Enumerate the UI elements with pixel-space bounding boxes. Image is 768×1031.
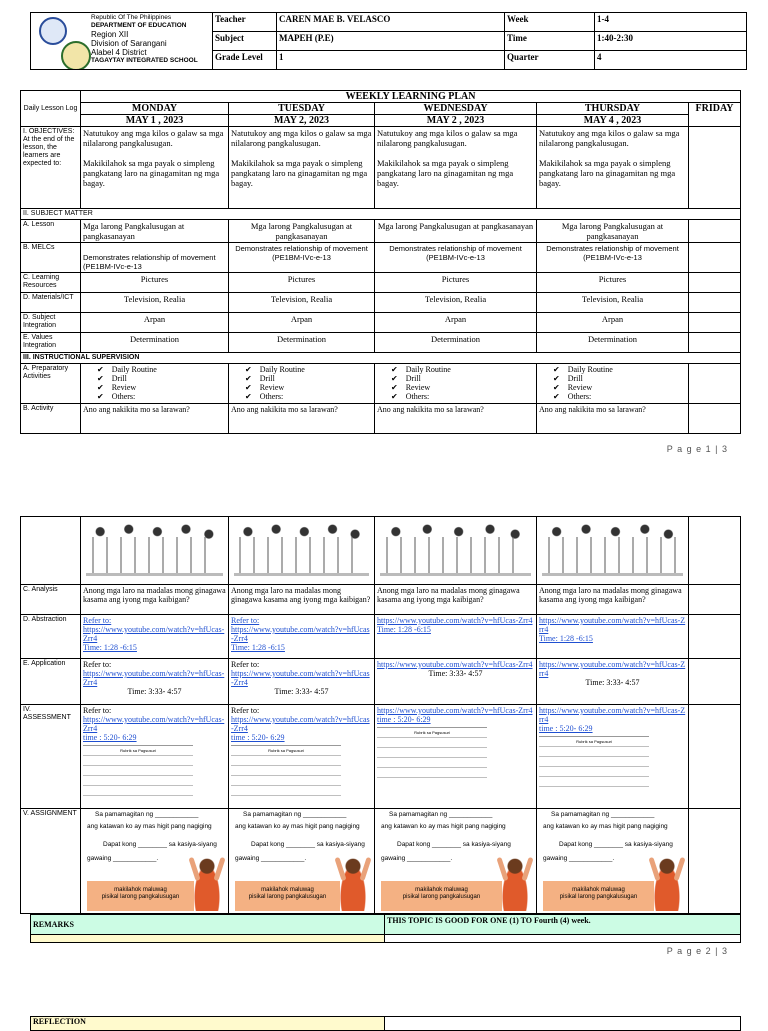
melcs-cell: Demonstrates relationship of movement (PE1BM-IVc-e-13 [229,243,375,273]
worksheet-line: ang katawan ko ay mas higit pang nagiging [381,823,506,830]
values-cell: Determination [81,333,229,353]
check-item: ✔ Others: [553,392,686,401]
week-label: Week [505,13,595,32]
worksheet-line: gawaing ____________. [543,855,615,862]
analysis-cell: Anong mga laro na madalas mong ginagawa kasama ang iyong mga kaibigan? [81,585,229,615]
values-cell: Determination [229,333,375,353]
worksheet-line: Sa pamamagitan ng ____________ [389,811,493,818]
school-line: DEPARTMENT OF EDUCATION [91,22,187,29]
rubric-title: Rubrik sa Pagsusuri [576,739,612,744]
assignment-worksheet [375,809,537,914]
grade-label: Grade Level [213,51,277,70]
objectives-label: I. OBJECTIVES: At the end of the lesson, the learners are expected to: [21,127,81,209]
integration-cell: Arpan [81,313,229,333]
child-cheering-icon [650,855,684,911]
youtube-link[interactable]: https://www.youtube.com/watch?v=hfUcas-Zrr4 [231,669,370,687]
activity-cell: Ano ang nakikita mo sa larawan? [229,404,375,434]
abstraction-cell[interactable] [81,615,229,659]
integration-cell: Arpan [537,313,689,333]
check-item: ✔ Review [553,383,686,392]
worksheet-line: ang katawan ko ay mas higit pang nagiging [235,823,360,830]
analysis-cell: Anong mga laro na madalas mong ginagawa kasama ang iyong mga kaibigan? [537,585,689,615]
time-label: Time [505,32,595,51]
daily-lesson-log-label: Daily Lesson Log [21,91,81,127]
youtube-link[interactable]: https://www.youtube.com/watch?v=hfUcas-Zrr4 [539,706,686,724]
melcs-cell: Demonstrates relationship of movement (PE1BM-IVc-e-13 [537,243,689,273]
time-text: time : 5:20- 6:29 [539,724,593,733]
worksheet-line: ang katawan ko ay mas higit pang nagiging [87,823,212,830]
application-cell [229,659,375,705]
prep-cell [537,364,689,404]
check-item: ✔ Others: [245,392,372,401]
check-item: ✔ Drill [97,374,226,383]
supervision-label: III. INSTRUCTIONAL SUPERVISION [21,353,741,364]
check-item: ✔ Drill [391,374,534,383]
worksheet-words: makilahok maluwag [114,887,167,893]
rubric-title: Rubrik sa Pagsusuri [414,730,450,735]
day-date: MAY 2 , 2023 [375,115,537,127]
refer-text: Refer to: [231,706,260,715]
assessment-cell [537,705,689,809]
school-line: Division of Sarangani [91,39,167,48]
application-cell [81,659,229,705]
analysis-cell: Anong mga laro na madalas mong ginagawa kasama ang iyong mga kaibigan? [229,585,375,615]
integration-cell: Arpan [375,313,537,333]
prep-cell [81,364,229,404]
prep-cell [229,364,375,404]
weekly-plan-table-continued [20,516,741,914]
page-number: P a g e 2 | 3 [666,946,728,956]
worksheet-line: Sa pamamagitan ng ____________ [551,811,655,818]
worksheet-line: Sa pamamagitan ng ____________ [95,811,199,818]
rubric-title: Rubrik sa Pagsusuri [120,748,156,753]
worksheet-line: gawaing ____________. [235,855,307,862]
worksheet-line: ang katawan ko ay mas higit pang nagiging [543,823,668,830]
day-name: THURSDAY [537,103,689,115]
time-text: time : 5:20- 6:29 [231,733,285,742]
rubric-image [83,745,193,804]
worksheet-line: Dapat kong ________ sa kasiya-siyang [251,841,365,848]
worksheet-words: pisikal larong pangkalusugan [101,894,180,900]
refer-text: Refer to: [231,660,260,669]
integration-label: D. Subject Integration [21,313,81,333]
abstraction-label: D. Abstraction [21,615,81,659]
assessment-cell [229,705,375,809]
refer-link[interactable]: Refer to: [231,616,260,625]
youtube-link[interactable]: https://www.youtube.com/watch?v=hfUcas-Zrr4 [83,669,225,687]
materials-cell: Television, Realia [537,293,689,313]
school-block [31,13,213,70]
application-cell [537,659,689,705]
materials-cell: Television, Realia [229,293,375,313]
worksheet-words: makilahok maluwag [572,887,625,893]
activity-cell: Ano ang nakikita mo sa larawan? [375,404,537,434]
child-cheering-icon [498,855,532,911]
week-value: 1-4 [595,13,747,32]
plan-title: WEEKLY LEARNING PLAN [81,91,741,103]
school-line: Region XII [91,30,129,39]
assessment-cell [375,705,537,809]
worksheet-line: gawaing ____________. [381,855,453,862]
check-item: ✔ Drill [553,374,686,383]
lesson-label: A. Lesson [21,220,81,243]
assignment-worksheet [229,809,375,914]
check-item: ✔ Daily Routine [553,365,686,374]
activity-picture [81,517,229,585]
school-line: Republic Of The Philippines [91,14,172,21]
rubric-image [539,736,649,795]
worksheet-line: gawaing ____________. [87,855,159,862]
time-text: Time: 1:28 -6:15 [83,643,137,652]
weekly-plan-table [20,90,741,434]
activity-cell: Ano ang nakikita mo sa larawan? [537,404,689,434]
worksheet-line: Dapat kong ________ sa kasiya-siyang [559,841,673,848]
check-item: ✔ Daily Routine [97,365,226,374]
values-cell: Determination [537,333,689,353]
check-item: ✔ Review [97,383,226,392]
youtube-link[interactable]: https://www.youtube.com/watch?v=hfUcas-Zrr4 [539,616,686,634]
assessment-label: IV. ASSESSMENT [21,705,81,809]
remarks-label: REMARKS [31,915,385,935]
lesson-cell: Mga larong Pangkalusugan at pangkasanayan [81,220,229,243]
day-date: MAY 1 , 2023 [81,115,229,127]
check-item: ✔ Others: [97,392,226,401]
melcs-label: B. MELCs [21,243,81,273]
materials-cell: Television, Realia [81,293,229,313]
day-date: MAY 2, 2023 [229,115,375,127]
time-text: Time: 3:33- 4:57 [274,687,329,696]
rubric-title: Rubrik sa Pagsusuri [268,748,304,753]
activity-picture [537,517,689,585]
worksheet-words: makilahok maluwag [261,887,314,893]
resources-label: C. Learning Resources [21,273,81,293]
resources-cell: Pictures [229,273,375,293]
application-cell [375,659,537,705]
youtube-link[interactable]: https://www.youtube.com/watch?v=hfUcas-Zrr4 [377,616,533,625]
remarks-value: THIS TOPIC IS GOOD FOR ONE (1) TO Fourth (4) week. [385,915,741,935]
school-logo-icon [61,41,91,70]
worksheet-words: makilahok maluwag [415,887,468,893]
subject-label: Subject [213,32,277,51]
check-item: ✔ Daily Routine [391,365,534,374]
subject-matter-label: II. SUBJECT MATTER [21,209,741,220]
deped-seal-icon [39,17,67,45]
check-item: ✔ Drill [245,374,372,383]
objective-cell: Natutukoy ang mga kilos o galaw sa mga nilalarong pangkalusugan. Makikilahok sa mga payak o simpleng pangkatang laro na ginagamitan ng mga bagay. [537,127,689,209]
youtube-link[interactable]: https://www.youtube.com/watch?v=hfUcas-Zrr4 [231,715,370,733]
lesson-cell: Mga larong Pangkalusugan at pangkasanayan [375,220,537,243]
header-table [30,12,747,70]
abstraction-cell[interactable] [537,615,689,659]
day-name: WEDNESDAY [375,103,537,115]
worksheet-words: pisikal larong pangkalusugan [248,894,327,900]
refer-text: Refer to: [83,706,112,715]
grade-value: 1 [277,51,505,70]
materials-cell: Television, Realia [375,293,537,313]
youtube-link[interactable]: https://www.youtube.com/watch?v=hfUcas-Zrr4 [377,660,533,669]
analysis-cell: Anong mga laro na madalas mong ginagawa kasama ang iyong mga kaibigan? [375,585,537,615]
worksheet-words: pisikal larong pangkalusugan [559,894,638,900]
youtube-link[interactable]: https://www.youtube.com/watch?v=hfUcas-Zrr4 [231,625,370,643]
quarter-label: Quarter [505,51,595,70]
school-line: TAGAYTAY INTEGRATED SCHOOL [91,57,198,64]
lesson-cell: Mga larong Pangkalusugan at pangkasanayan [537,220,689,243]
time-text: Time: 3:33- 4:57 [428,669,483,678]
check-item: ✔ Review [245,383,372,392]
prep-cell [375,364,537,404]
reflection-label: REFLECTION [31,1017,385,1031]
day-name: FRIDAY [689,103,741,127]
analysis-label: C. Analysis [21,585,81,615]
rubric-image [377,727,487,786]
worksheet-line: Dapat kong ________ sa kasiya-siyang [103,841,217,848]
check-item: ✔ Others: [391,392,534,401]
youtube-link[interactable]: https://www.youtube.com/watch?v=hfUcas-Zrr4 [83,715,225,733]
refer-link[interactable]: Refer to: [83,616,112,625]
check-item: ✔ Daily Routine [245,365,372,374]
worksheet-line: Dapat kong ________ sa kasiya-siyang [397,841,511,848]
teacher-value: CAREN MAE B. VELASCO [277,13,505,32]
time-text: time : 5:20- 6:29 [377,715,431,724]
objective-cell: Natutukoy ang mga kilos o galaw sa mga nilalarong pangkalusugan. Makikilahok sa mga payak o simpleng pangkatang laro na ginagamitan ng mga bagay. [375,127,537,209]
integration-cell: Arpan [229,313,375,333]
prep-label: A. Preparatory Activities [21,364,81,404]
time-value: 1:40-2:30 [595,32,747,51]
values-label: E. Values Integration [21,333,81,353]
youtube-link[interactable]: https://www.youtube.com/watch?v=hfUcas-Zrr4 [377,706,533,715]
day-name: TUESDAY [229,103,375,115]
abstraction-cell[interactable] [375,615,537,659]
youtube-link[interactable]: https://www.youtube.com/watch?v=hfUcas-Zrr4 [83,625,225,643]
time-text: Time: 1:28 -6:15 [377,625,431,634]
assessment-cell [81,705,229,809]
time-text: Time: 3:33- 4:57 [585,678,640,687]
time-text: Time: 1:28 -6:15 [539,634,593,643]
day-date: MAY 4 , 2023 [537,115,689,127]
activity-cell: Ano ang nakikita mo sa larawan? [81,404,229,434]
refer-text: Refer to: [83,660,112,669]
remarks-table [30,914,741,943]
resources-cell: Pictures [81,273,229,293]
assignment-label: V. ASSIGNMENT [21,809,81,914]
application-label: E. Application [21,659,81,705]
time-text: Time: 3:33- 4:57 [127,687,182,696]
lesson-cell: Mga larong Pangkalusugan at pangkasanayan [229,220,375,243]
values-cell: Determination [375,333,537,353]
resources-cell: Pictures [537,273,689,293]
worksheet-line: Sa pamamagitan ng ____________ [243,811,347,818]
worksheet-words: pisikal larong pangkalusugan [402,894,481,900]
activity-picture [229,517,375,585]
school-line: Alabel 4 District [91,48,147,57]
melcs-cell: Demonstrates relationship of movement (PE1BM-IVc-e-13 [375,243,537,273]
activity-picture [375,517,537,585]
melcs-cell: Demonstrates relationship of movement (PE1BM-IVc-e-13 [81,243,229,273]
quarter-value: 4 [595,51,747,70]
abstraction-cell[interactable] [229,615,375,659]
time-text: Time: 1:28 -6:15 [231,643,285,652]
time-text: time : 5:20- 6:29 [83,733,137,742]
materials-label: D. Materials/ICT [21,293,81,313]
teacher-label: Teacher [213,13,277,32]
page-number: P a g e 1 | 3 [666,444,728,454]
objective-cell: Natutukoy ang mga kilos o galaw sa mga nilalarong pangkalusugan. Makikilahok sa mga payak o simpleng pangkatang laro na ginagamitan ng mga bagay. [229,127,375,209]
assignment-worksheet [81,809,229,914]
youtube-link[interactable]: https://www.youtube.com/watch?v=hfUcas-Zrr4 [539,660,686,678]
assignment-worksheet [537,809,689,914]
child-cheering-icon [336,855,370,911]
activity-label: B. Activity [21,404,81,434]
check-item: ✔ Review [391,383,534,392]
objective-cell: Natutukoy ang mga kilos o galaw sa mga nilalarong pangkalusugan. Makikilahok sa mga payak o simpleng pangkatang laro na ginagamitan ng mga bagay. [81,127,229,209]
day-name: MONDAY [81,103,229,115]
subject-value: MAPEH (P.E) [277,32,505,51]
child-cheering-icon [190,855,224,911]
resources-cell: Pictures [375,273,537,293]
rubric-image [231,745,341,804]
